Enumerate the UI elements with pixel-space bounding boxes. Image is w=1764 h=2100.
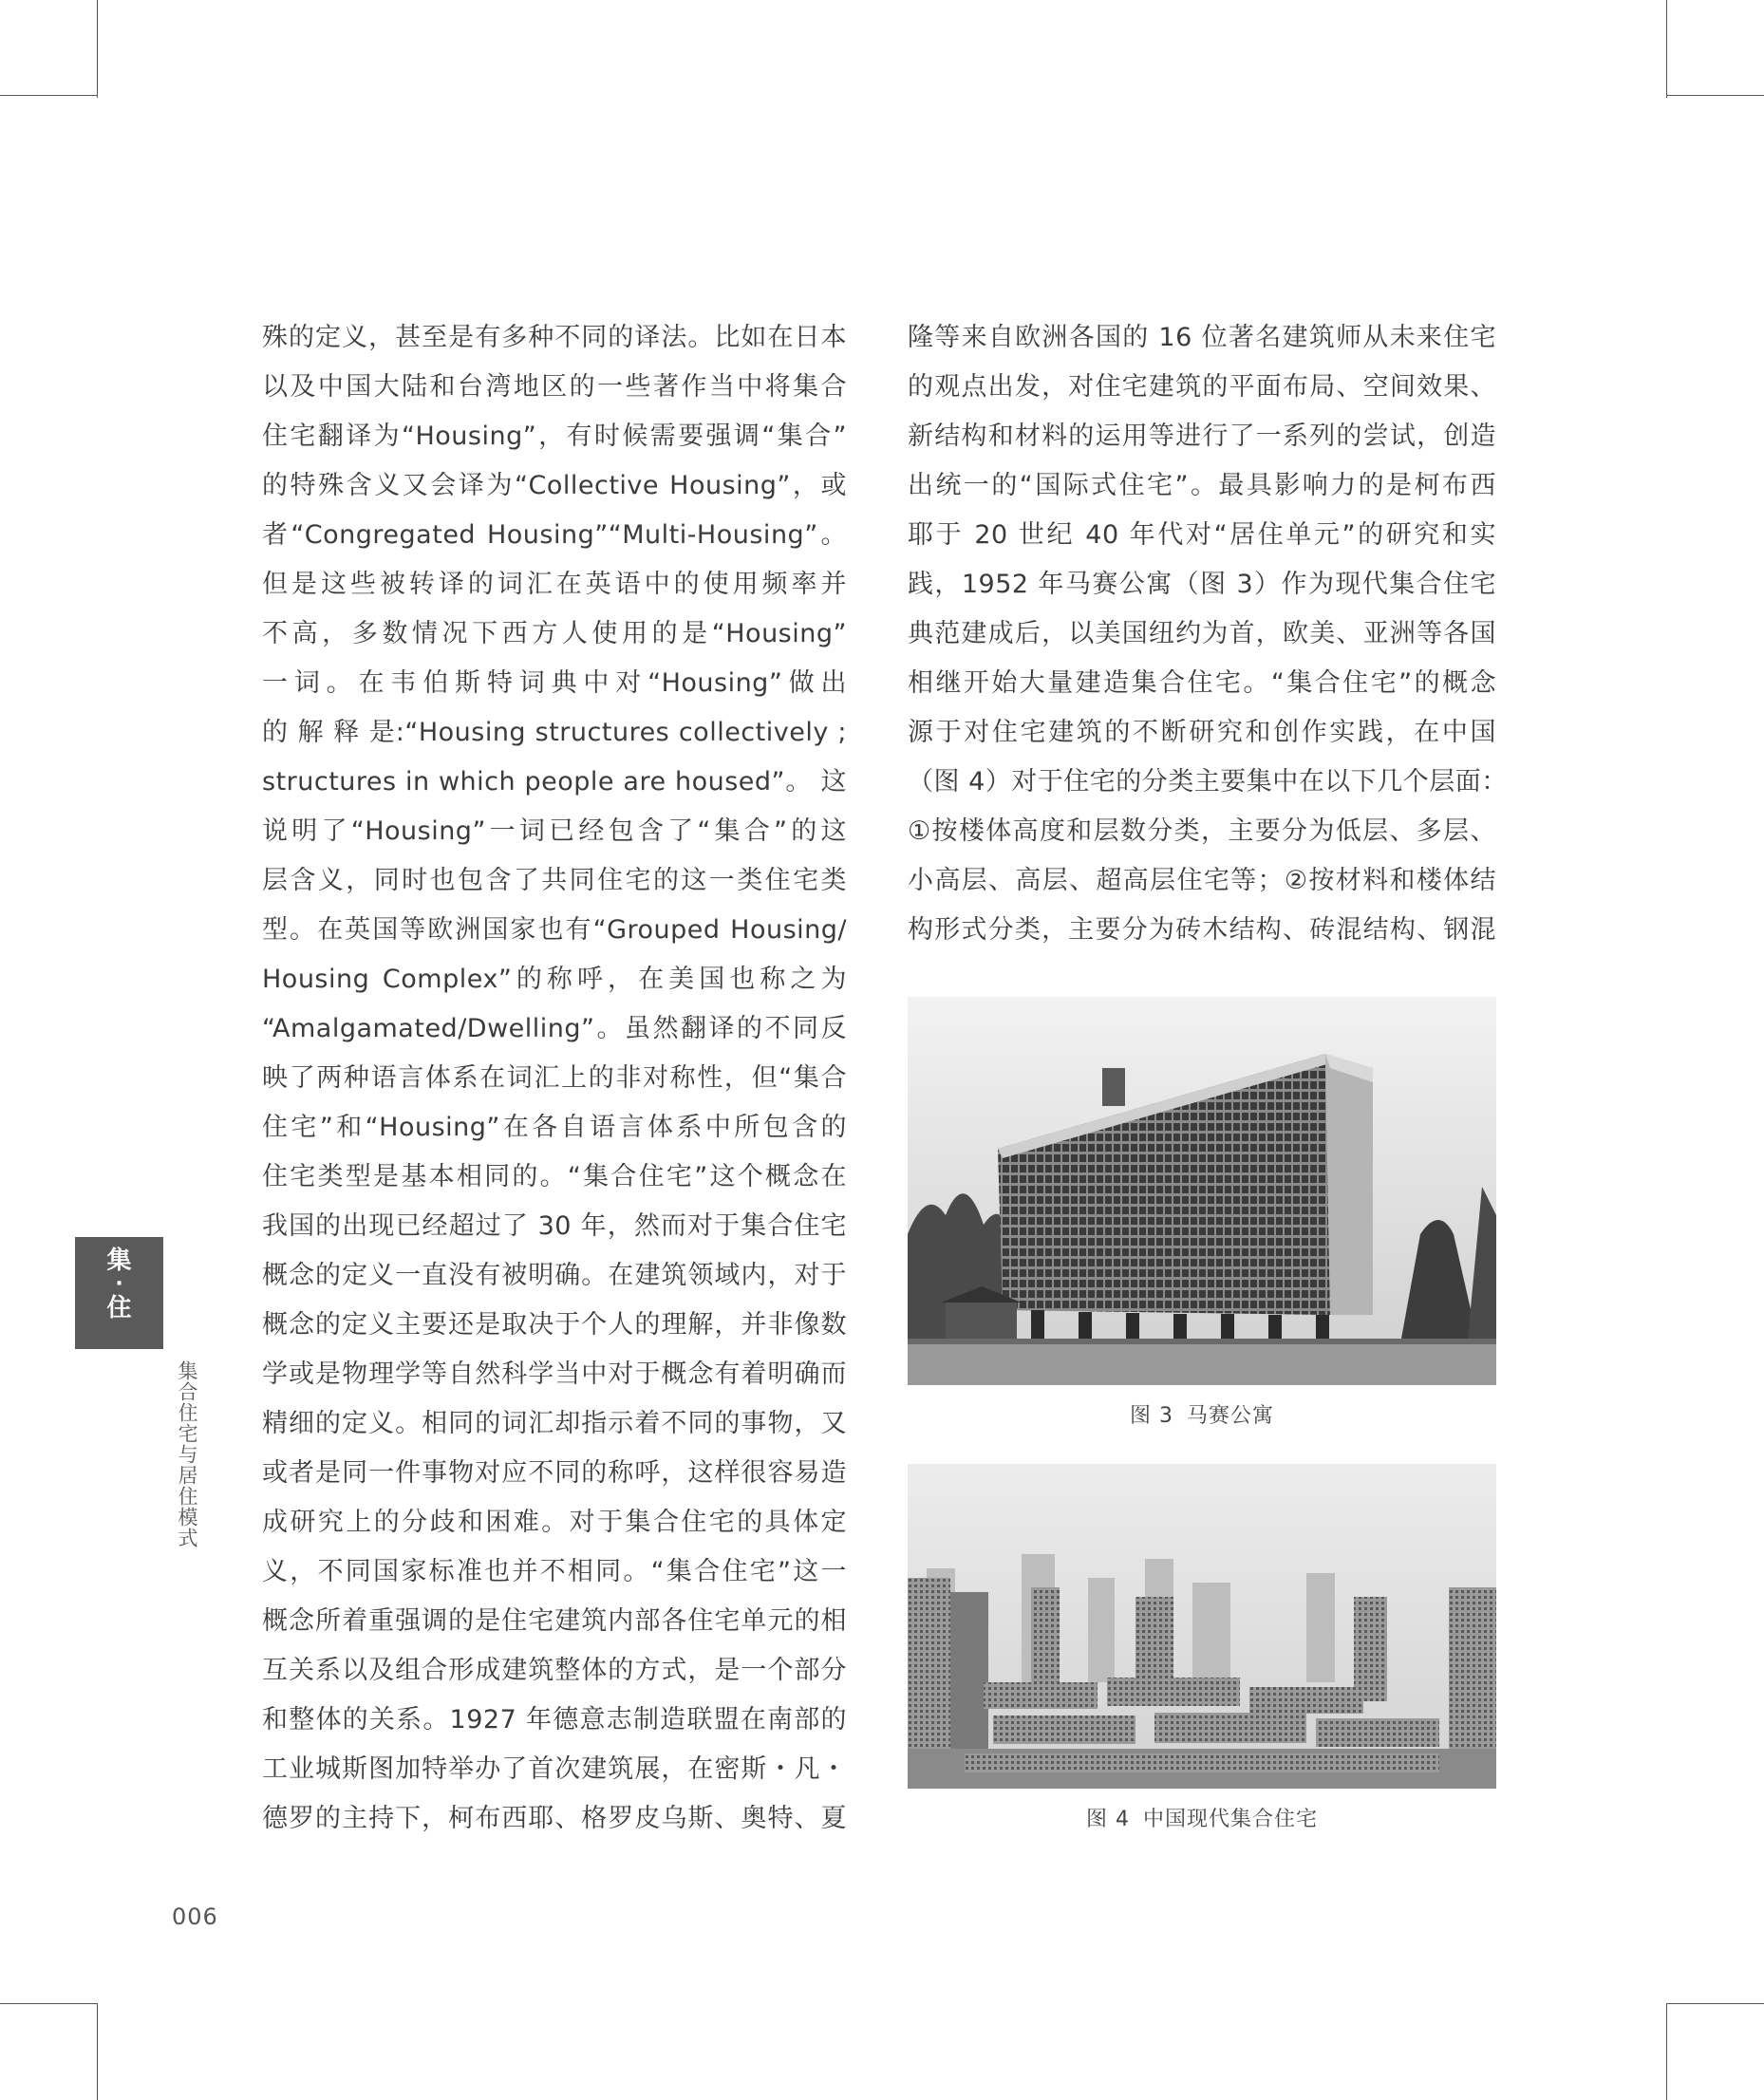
text-line: 隆等来自欧洲各国的 16 位著名建筑师从未来住宅 xyxy=(908,323,1496,352)
text-line: 出统一的“国际式住宅”。最具影响力的是柯布西 xyxy=(908,471,1496,500)
text-line: 的 解 释 是:“Housing structures collectively ; xyxy=(262,718,847,747)
crop-mark-top-right-v xyxy=(1666,0,1667,98)
text-line: （图 4）对于住宅的分类主要集中在以下几个层面： xyxy=(908,767,1508,797)
text-line: 工业城斯图加特举办了首次建筑展，在密斯・凡・ xyxy=(262,1754,847,1784)
text-line: 源于对住宅建筑的不断研究和创作实践，在中国 xyxy=(908,718,1496,747)
text-line: 相继开始大量建造集合住宅。“集合住宅”的概念 xyxy=(908,668,1496,698)
figure-3-title: 马赛公寓 xyxy=(1186,1404,1274,1428)
text-line: 者“Congregated Housing”“Multi-Housing”。 xyxy=(262,520,847,550)
text-line: 不高，多数情况下西方人使用的是“Housing” xyxy=(262,619,847,648)
crop-mark-bottom-left-h xyxy=(0,2003,98,2004)
text-line: 概念的定义一直没有被明确。在建筑领域内，对于 xyxy=(262,1261,847,1290)
text-line: 成研究上的分歧和困难。对于集合住宅的具体定 xyxy=(262,1508,847,1537)
crop-mark-bottom-left-v xyxy=(97,2003,98,2100)
text-line: Housing Complex”的称呼，在美国也称之为 xyxy=(262,965,847,994)
section-tab-char-1: 集 xyxy=(106,1247,132,1275)
text-line: 我国的出现已经超过了 30 年，然而对于集合住宅 xyxy=(262,1211,847,1241)
text-line: ①按楼体高度和层数分类，主要分为低层、多层、 xyxy=(908,816,1496,846)
page-number: 006 xyxy=(172,1903,218,1930)
text-line: 概念的定义主要还是取决于个人的理解，并非像数 xyxy=(262,1310,847,1340)
crop-mark-top-left-h xyxy=(0,95,98,96)
text-line: 和整体的关系。1927 年德意志制造联盟在南部的 xyxy=(262,1705,847,1734)
crop-mark-bottom-right-v xyxy=(1666,2003,1667,2100)
text-line: 一词。在韦伯斯特词典中对“Housing”做出 xyxy=(262,668,847,698)
text-line: 型。在英国等欧洲国家也有“Grouped Housing/ xyxy=(262,915,847,945)
text-line: 义，不同国家标准也并不相同。“集合住宅”这一 xyxy=(262,1557,847,1586)
text-line: structures in which people are housed”。 这 xyxy=(262,767,847,797)
text-line: 践，1952 年马赛公寓（图 3）作为现代集合住宅 xyxy=(908,570,1496,599)
text-line: 层含义，同时也包含了共同住宅的这一类住宅类 xyxy=(262,866,847,895)
text-line: 构形式分类，主要分为砖木结构、砖混结构、钢混 xyxy=(908,915,1496,945)
text-line: 的观点出发，对住宅建筑的平面布局、空间效果、 xyxy=(908,372,1496,402)
figure-4-label: 图 4 xyxy=(1085,1808,1130,1831)
book-title-vertical: 集合住宅与居住模式 xyxy=(176,1360,198,1548)
text-line: 说明了“Housing”一词已经包含了“集合”的这 xyxy=(262,816,847,846)
text-line: 殊的定义，甚至是有多种不同的译法。比如在日本 xyxy=(262,323,847,352)
text-line: 住宅”和“Housing”在各自语言体系中所包含的 xyxy=(262,1113,847,1142)
body-text-right-column xyxy=(908,313,1508,955)
text-line: 学或是物理学等自然科学当中对于概念有着明确而 xyxy=(262,1359,847,1389)
text-line: “Amalgamated/Dwelling”。虽然翻译的不同反 xyxy=(262,1014,847,1043)
crop-mark-bottom-right-h xyxy=(1666,2003,1764,2004)
text-line: 以及中国大陆和台湾地区的一些著作当中将集合 xyxy=(262,372,847,402)
figure-4-title: 中国现代集合住宅 xyxy=(1142,1808,1318,1831)
text-line: 住宅翻译为“Housing”，有时候需要强调“集合” xyxy=(262,422,847,451)
text-line: 互关系以及组合形成建筑整体的方式，是一个部分 xyxy=(262,1656,847,1685)
section-tab xyxy=(75,1237,163,1349)
figure-4-image xyxy=(908,1464,1496,1789)
section-tab-char-2: 住 xyxy=(106,1294,132,1322)
text-line: 精细的定义。相同的词汇却指示着不同的事物，又 xyxy=(262,1409,847,1438)
text-line: 但是这些被转译的词汇在英语中的使用频率并 xyxy=(262,570,847,599)
crop-mark-top-right-h xyxy=(1666,95,1764,96)
text-line: 或者是同一件事物对应不同的称呼，这样很容易造 xyxy=(262,1458,847,1488)
text-line: 的特殊含义又会译为“Collective Housing”，或 xyxy=(262,471,847,500)
text-line: 新结构和材料的运用等进行了一系列的尝试，创造 xyxy=(908,422,1496,451)
text-line: 典范建成后，以美国纽约为首，欧美、亚洲等各国 xyxy=(908,619,1496,648)
figure-4-caption xyxy=(908,1803,1496,1832)
figure-3-caption xyxy=(908,1399,1496,1429)
figure-3-image xyxy=(908,997,1496,1385)
text-line: 德罗的主持下，柯布西耶、格罗皮乌斯、奥特、夏 xyxy=(262,1804,847,1833)
text-line: 耶于 20 世纪 40 年代对“居住单元”的研究和实 xyxy=(908,520,1496,550)
crop-mark-top-left-v xyxy=(97,0,98,98)
text-line: 映了两种语言体系在词汇上的非对称性，但“集合 xyxy=(262,1063,847,1093)
text-line: 小高层、高层、超高层住宅等；②按材料和楼体结 xyxy=(908,866,1496,895)
section-tab-dot: · xyxy=(115,1272,123,1296)
body-text-left-column xyxy=(262,313,847,1844)
text-line: 概念所着重强调的是住宅建筑内部各住宅单元的相 xyxy=(262,1606,847,1636)
text-line: 住宅类型是基本相同的。“集合住宅”这个概念在 xyxy=(262,1162,847,1191)
figure-3-label: 图 3 xyxy=(1129,1404,1173,1428)
